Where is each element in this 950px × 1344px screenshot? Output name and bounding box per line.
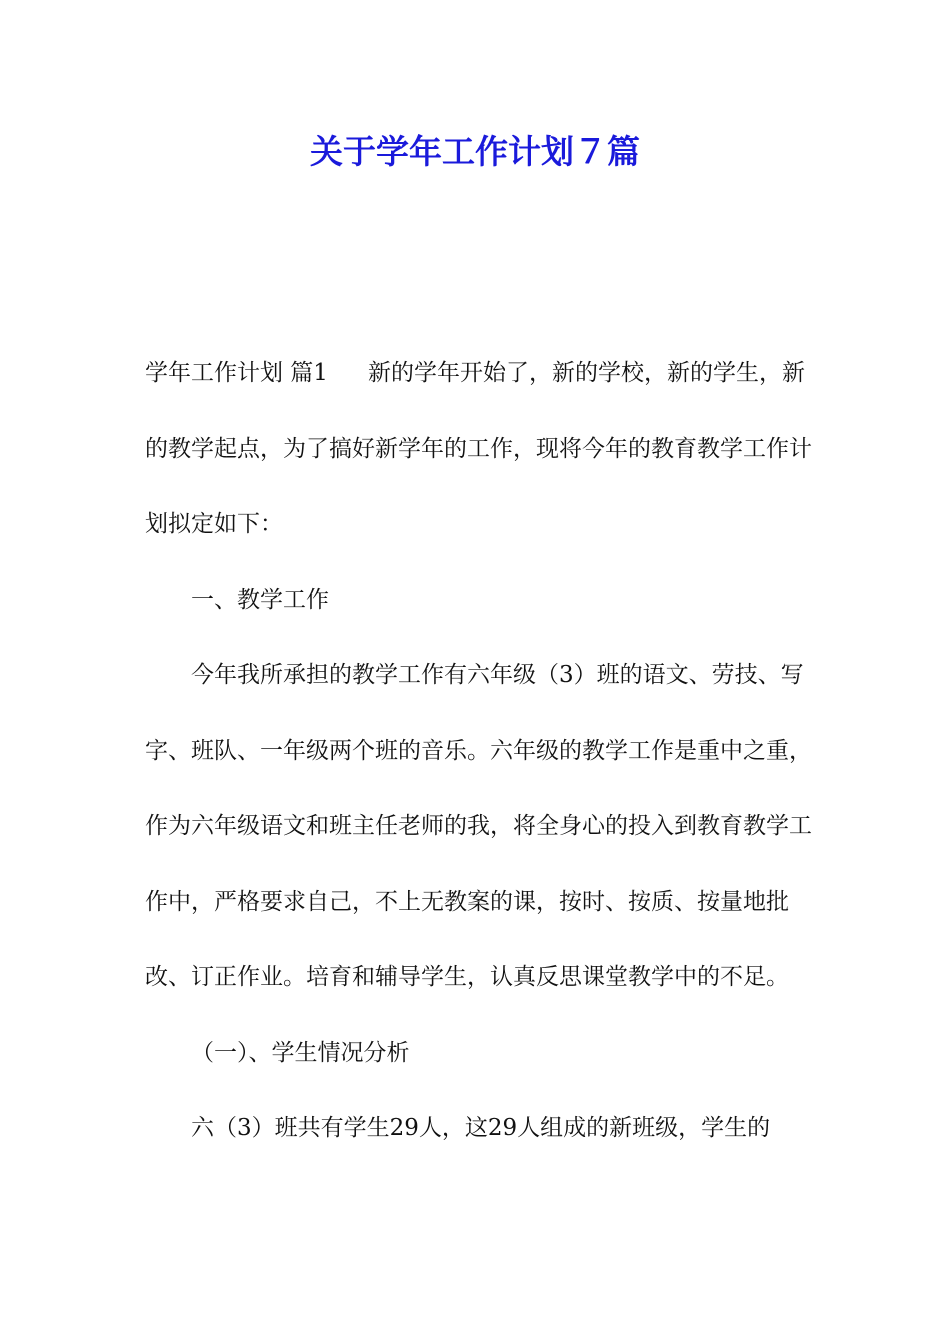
document-title: 关于学年工作计划７篇 xyxy=(310,132,640,171)
paragraph-student-analysis: 六（3）班共有学生29人，这29人组成的新班级，学生的 xyxy=(191,1115,771,1141)
document-body xyxy=(145,336,825,1167)
intro-paragraph xyxy=(145,336,825,563)
plan-heading: 学年工作计划 篇1 xyxy=(145,360,328,386)
section-heading: 一、教学工作 xyxy=(191,586,329,613)
paragraph-teaching-work: 今年我所承担的教学工作有六年级（3）班的语文、劳技、写字、班队、一年级两个班的音乐。六年级的教学工作是重中之重，作为六年级语文和班主任老师的我，将全身心的投入到教育教学工作中，严格要求自己，不上无教案的课，按时、按质、按量地批改、订正作业。培育和辅导学生，认真反思课堂教学中的不足。 xyxy=(145,662,812,990)
intro-text: 新的学年开始了，新的学校，新的学生，新的教学起点，为了搞好新学年的工作，现将今年的教育教学工作计划拟定如下： xyxy=(145,360,812,537)
subsection-heading: （一）、学生情况分析 xyxy=(191,1039,410,1066)
